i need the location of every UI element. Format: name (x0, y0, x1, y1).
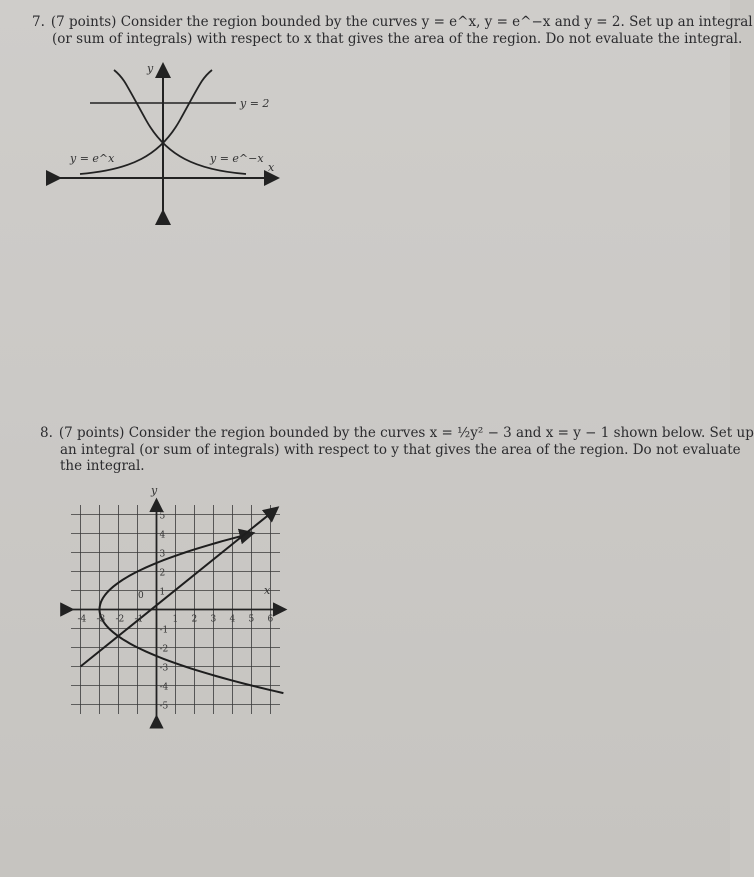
p8-origin-label: 0 (138, 591, 144, 601)
p8-y-tick-label: 5 (159, 511, 166, 522)
p8-x-tick-label: 3 (210, 614, 217, 625)
p8-y-tick-label: -4 (159, 682, 169, 693)
p8-x-axis-label: x (264, 584, 271, 597)
problem-7-line-1: 7. (7 points) Consider the region bounded by the curves y = e^x, y = e^−x and y = 2. Set up an integral (32, 14, 753, 30)
problem-8 (40, 425, 754, 475)
p7-line-label: y = 2 (240, 97, 270, 110)
p8-y-tick-label: 2 (159, 568, 166, 579)
problem-8-line-2: an integral (or sum of integrals) with respect to y that gives the area of the region. Do not evaluate (60, 441, 741, 458)
p8-x-tick-label: 2 (191, 614, 198, 625)
p8-x-tick-label: -4 (77, 614, 87, 625)
p8-y-tick-label: -5 (159, 701, 169, 712)
p7-curve-e-neg-x-label: y = e^−x (210, 152, 264, 165)
p8-x-tick-label: 4 (229, 614, 236, 625)
p8-line-y-minus-1 (81, 509, 277, 667)
p8-y-tick-label: 3 (159, 549, 166, 560)
p8-x-tick-label: 1 (172, 614, 179, 625)
p8-x-tick-label: -2 (115, 614, 125, 625)
p8-x-tick-label: -3 (96, 614, 106, 625)
p7-x-axis-label: x (268, 161, 275, 174)
problem-8-line-1: 8. (7 points) Consider the region bounded by the curves x = ½y² − 3 and x = y − 1 shown below. Set up (40, 425, 754, 441)
p8-x-tick-label: -1 (134, 614, 144, 625)
problem-7-number: 7. (32, 14, 45, 30)
problem-8-line-3: the integral. (60, 458, 145, 474)
p7-curve-ex-label: y = e^x (70, 152, 115, 165)
p7-y-axis-label: y (147, 62, 154, 75)
p8-y-tick-label: 1 (159, 587, 166, 598)
problem-7-line-2: (or sum of integrals) with respect to x that gives the area of the region. Do not evaluate the integral. (52, 30, 743, 47)
p8-x-tick-label: 6 (267, 614, 274, 625)
p8-y-tick-label: 4 (159, 530, 166, 541)
p8-curve-parabola (100, 534, 284, 694)
problem-8-number: 8. (40, 425, 53, 441)
p8-y-tick-label: -3 (159, 663, 169, 674)
p8-curves (81, 509, 284, 693)
problem-8-graph (58, 480, 288, 712)
p8-y-tick-label: -1 (159, 625, 169, 636)
p8-x-tick-label: 5 (248, 614, 255, 625)
problem-7-graph (50, 58, 310, 228)
p8-y-axis-label: y (151, 484, 158, 497)
p8-y-tick-label: -2 (159, 644, 169, 655)
problem-7 (32, 14, 753, 47)
